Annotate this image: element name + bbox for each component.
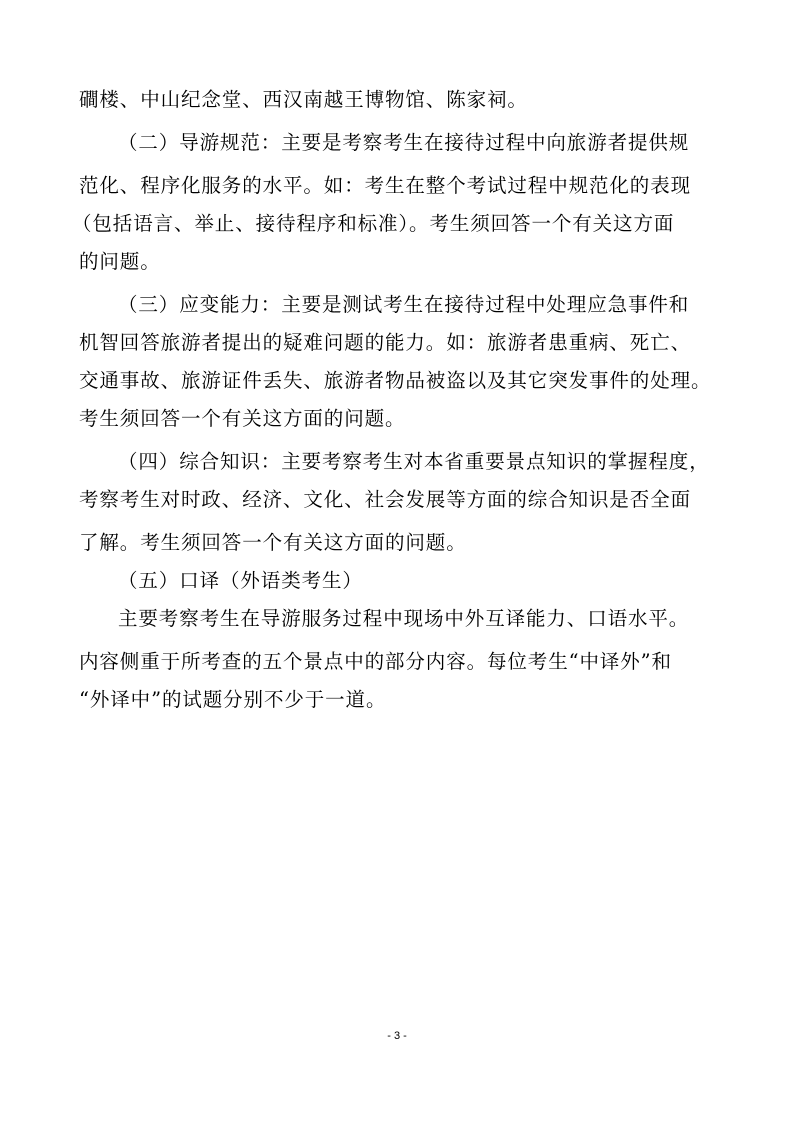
text-line: 考生须回答一个有关这方面的问题。: [79, 407, 406, 430]
text-line: 范化、程序化服务的水平。如：考生在整个考试过程中规范化的表现: [79, 174, 692, 197]
text-line: （三）应变能力：主要是测试考生在接待过程中处理应急事件和: [118, 293, 690, 316]
text-line: （四）综合知识：主要考察考生对本省重要景点知识的掌握程度，: [118, 450, 710, 473]
page-number: - 3 -: [387, 1030, 407, 1042]
text-line: 机智回答旅游者提出的疑难问题的能力。如：旅游者患重病、死亡、: [79, 331, 692, 354]
text-line: （包括语言、举止、接待程序和标准）。考生须回答一个有关这方面: [72, 212, 675, 235]
text-line: 考察考生对时政、经济、文化、社会发展等方面的综合知识是否全面: [79, 488, 692, 511]
text-line: 交通事故、旅游证件丢失、旅游者物品被盗以及其它突发事件的处理。: [79, 369, 712, 392]
text-line: “外译中”的试题分别不少于一道。: [79, 688, 387, 711]
text-line: （二）导游规范：主要是考察考生在接待过程中向旅游者提供规: [118, 131, 690, 154]
text-line: 磵楼、中山纪念堂、西汉南越王博物馆、陈家祠。: [79, 88, 528, 111]
text-line: 了解。考生须回答一个有关这方面的问题。: [79, 531, 467, 554]
section-heading: （五）口译（外语类考生）: [118, 569, 363, 592]
text-line: 主要考察考生在导游服务过程中现场中外互译能力、口语水平。: [118, 607, 690, 630]
text-line: 内容侧重于所考查的五个景点中的部分内容。每位考生“中译外”和: [79, 650, 672, 673]
text-line: 的问题。: [79, 250, 161, 273]
